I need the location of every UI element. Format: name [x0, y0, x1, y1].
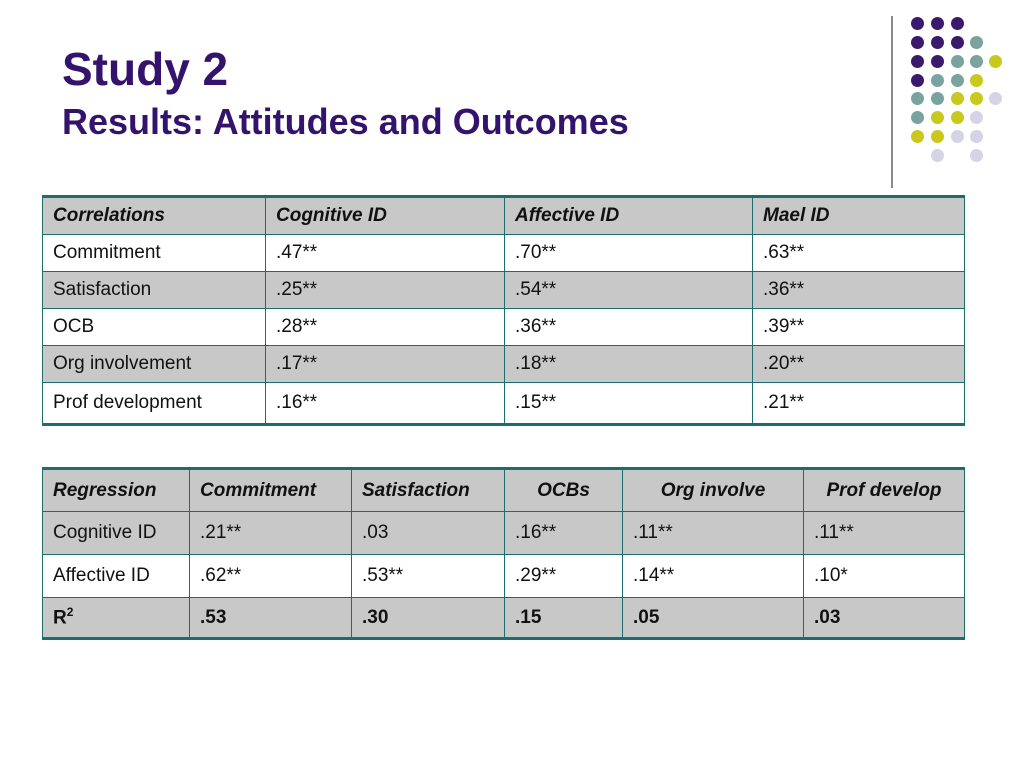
table-cell: .21** — [190, 512, 352, 555]
slide-title: Study 2 — [62, 43, 229, 95]
decorative-dot — [911, 130, 924, 143]
decorative-dot — [970, 74, 983, 87]
table-row — [43, 346, 965, 383]
table-cell: .70** — [505, 235, 753, 272]
table-row — [43, 235, 965, 272]
table-cell: .14** — [623, 555, 804, 598]
correlations-header-cell: Mael ID — [753, 197, 965, 235]
decorative-dot — [951, 92, 964, 105]
table-cell: .36** — [505, 309, 753, 346]
correlations-header-cell: Affective ID — [505, 197, 753, 235]
table-cell: .28** — [266, 309, 505, 346]
table-cell: .62** — [190, 555, 352, 598]
table-cell: .30 — [352, 598, 505, 639]
table-cell: .15 — [505, 598, 623, 639]
decorative-dot — [951, 74, 964, 87]
table-cell: .39** — [753, 309, 965, 346]
decorative-dot — [911, 74, 924, 87]
table-cell: .16** — [505, 512, 623, 555]
r-squared-row — [43, 598, 965, 639]
table-cell: .15** — [505, 383, 753, 425]
decorative-dot — [911, 36, 924, 49]
r-squared-letter: R — [53, 607, 67, 629]
table-cell: .03 — [352, 512, 505, 555]
decorative-dot — [970, 130, 983, 143]
decorative-dot — [911, 17, 924, 30]
decorative-dot — [951, 36, 964, 49]
decorative-dot — [989, 92, 1002, 105]
decorative-dot — [911, 111, 924, 124]
regression-header-cell: Commitment — [190, 469, 352, 512]
table-row — [43, 272, 965, 309]
decorative-dot — [931, 130, 944, 143]
regression-header-cell: Satisfaction — [352, 469, 505, 512]
table-cell: .25** — [266, 272, 505, 309]
regression-table — [42, 467, 965, 640]
decorative-dot — [970, 36, 983, 49]
table-cell: Satisfaction — [43, 272, 266, 309]
table-cell: .16** — [266, 383, 505, 425]
table-row — [43, 512, 965, 555]
table-cell: .18** — [505, 346, 753, 383]
table-row — [43, 555, 965, 598]
regression-header-cell: Prof develop — [804, 469, 965, 512]
decorative-dot — [931, 36, 944, 49]
regression-header-cell: OCBs — [505, 469, 623, 512]
decorative-dot — [970, 111, 983, 124]
regression-header-cell: Org involve — [623, 469, 804, 512]
decorative-dot — [951, 17, 964, 30]
decorative-dots — [0, 0, 1024, 200]
table-cell: Cognitive ID — [43, 512, 190, 555]
decorative-dot — [911, 92, 924, 105]
decorative-dot — [951, 111, 964, 124]
decorative-dot — [951, 55, 964, 68]
regression-header-row — [43, 469, 965, 512]
table-cell: .36** — [753, 272, 965, 309]
table-row — [43, 309, 965, 346]
r-squared-label — [43, 598, 190, 639]
table-row — [43, 383, 965, 425]
table-cell: .21** — [753, 383, 965, 425]
table-cell: Prof development — [43, 383, 266, 425]
correlations-table — [42, 195, 965, 426]
decorative-dot — [989, 55, 1002, 68]
decorative-dot — [931, 92, 944, 105]
decorative-dot — [970, 92, 983, 105]
decorative-dot — [931, 111, 944, 124]
table-cell: .29** — [505, 555, 623, 598]
table-cell: .47** — [266, 235, 505, 272]
table-cell: Affective ID — [43, 555, 190, 598]
table-cell: OCB — [43, 309, 266, 346]
correlations-header-cell: Correlations — [43, 197, 266, 235]
table-cell: .20** — [753, 346, 965, 383]
decorative-dot — [931, 74, 944, 87]
table-cell: .11** — [623, 512, 804, 555]
correlations-header-cell: Cognitive ID — [266, 197, 505, 235]
decorative-dot — [931, 17, 944, 30]
table-cell: .03 — [804, 598, 965, 639]
table-cell: .53** — [352, 555, 505, 598]
vertical-divider — [891, 16, 893, 188]
correlations-header-row — [43, 197, 965, 235]
table-cell: .53 — [190, 598, 352, 639]
table-cell: .10* — [804, 555, 965, 598]
decorative-dot — [911, 55, 924, 68]
decorative-dot — [931, 55, 944, 68]
table-cell: .11** — [804, 512, 965, 555]
decorative-dot — [951, 130, 964, 143]
table-cell: .54** — [505, 272, 753, 309]
slide-subtitle: Results: Attitudes and Outcomes — [62, 101, 629, 142]
table-cell: Commitment — [43, 235, 266, 272]
table-cell: .17** — [266, 346, 505, 383]
table-cell: Org involvement — [43, 346, 266, 383]
decorative-dot — [970, 149, 983, 162]
table-cell: .63** — [753, 235, 965, 272]
regression-header-cell: Regression — [43, 469, 190, 512]
decorative-dot — [931, 149, 944, 162]
r-squared-superscript: 2 — [66, 605, 74, 620]
decorative-dot — [970, 55, 983, 68]
table-cell: .05 — [623, 598, 804, 639]
